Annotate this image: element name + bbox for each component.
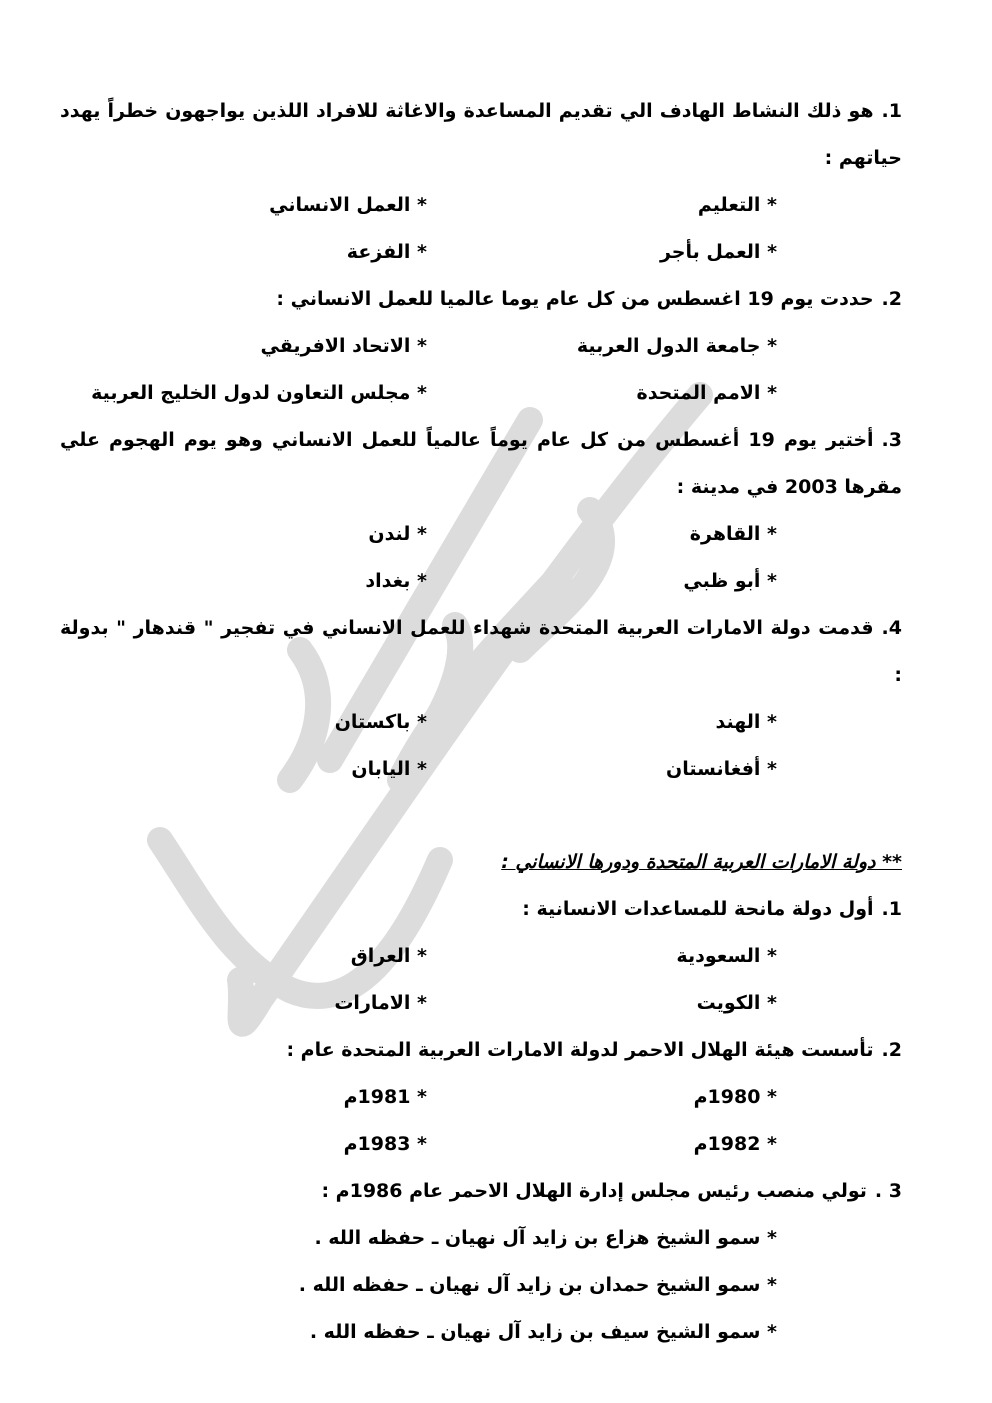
question-text: 3.أختير يوم 19 أغسطس من كل عام يوماً عالمياً للعمل الانساني وهو يوم الهجوم علي مقرها 2003 في مدينة : <box>60 417 902 511</box>
options-grid <box>60 182 902 276</box>
option[interactable]: * أبو ظبي <box>683 570 777 592</box>
option[interactable]: * العراق <box>350 945 427 967</box>
question-text: 1.أول دولة مانحة للمساعدات الانسانية : <box>60 886 902 933</box>
options-grid <box>60 699 902 793</box>
options-grid <box>60 323 902 417</box>
options-grid <box>60 511 902 605</box>
question-text: 2.حددت يوم 19 اغسطس من كل عام يوما عالميا للعمل الانساني : <box>60 276 902 323</box>
question-text: 3 .تولي منصب رئيس مجلس إدارة الهلال الاحمر عام 1986م : <box>60 1168 902 1215</box>
options-grid <box>60 1074 902 1168</box>
option[interactable]: * 1983م <box>343 1133 427 1155</box>
question-4 <box>60 605 902 793</box>
question-text: 4.قدمت دولة الامارات العربية المتحدة شهداء للعمل الانساني في تفجير " قندهار " بدولة : <box>60 605 902 699</box>
option[interactable]: * الامم المتحدة <box>636 382 777 404</box>
question-number: 3. <box>881 429 902 451</box>
option[interactable]: * باكستان <box>334 711 427 733</box>
option[interactable]: * مجلس التعاون لدول الخليج العربية <box>91 382 427 404</box>
option[interactable]: * جامعة الدول العربية <box>576 335 777 357</box>
section-title: ** دولة الامارات العربية المتحدة ودورها الانساني : <box>501 851 902 873</box>
option[interactable]: * الاتحاد الافريقي <box>260 335 427 357</box>
option[interactable]: * بغداد <box>365 570 427 592</box>
option[interactable]: * لندن <box>368 523 427 545</box>
question-number: 3 . <box>874 1180 902 1202</box>
question-number: 1. <box>881 898 902 920</box>
option[interactable]: * اليابان <box>351 758 427 780</box>
option[interactable]: * أفغانستان <box>666 758 777 780</box>
worksheet <box>60 88 902 1356</box>
question-6 <box>60 1027 902 1168</box>
options-grid <box>60 933 902 1027</box>
option[interactable]: * سمو الشيخ هزاع بن زايد آل نهيان ـ حفظه الله . <box>314 1227 777 1249</box>
option[interactable]: * الهند <box>715 711 777 733</box>
question-text: 2.تأسست هيئة الهلال الاحمر لدولة الامارات العربية المتحدة عام : <box>60 1027 902 1074</box>
option[interactable]: * العمل الانساني <box>269 194 427 216</box>
question-3 <box>60 417 902 605</box>
question-2 <box>60 276 902 417</box>
option[interactable]: * القاهرة <box>689 523 777 545</box>
question-number: 2. <box>881 1039 902 1061</box>
option[interactable]: * سمو الشيخ سيف بن زايد آل نهيان ـ حفظه الله . <box>309 1321 777 1343</box>
option[interactable]: * سمو الشيخ حمدان بن زايد آل نهيان ـ حفظه الله . <box>298 1274 777 1296</box>
question-number: 1. <box>881 100 902 122</box>
question-text: 1.هو ذلك النشاط الهادف الي تقديم المساعدة والاغاثة للافراد اللذين يواجهون خطراً يهدد حياتهم : <box>60 88 902 182</box>
question-5 <box>60 886 902 1027</box>
option[interactable]: * الكويت <box>696 992 777 1014</box>
option[interactable]: * التعليم <box>697 194 777 216</box>
option[interactable]: * 1980م <box>693 1086 777 1108</box>
question-7 <box>60 1168 902 1356</box>
question-1 <box>60 88 902 276</box>
spacer <box>60 793 902 839</box>
option[interactable]: * 1982م <box>693 1133 777 1155</box>
option[interactable]: * الامارات <box>334 992 427 1014</box>
option[interactable]: * 1981م <box>343 1086 427 1108</box>
question-number: 2. <box>881 288 902 310</box>
option[interactable]: * العمل بأجر <box>659 241 777 263</box>
question-number: 4. <box>881 617 902 639</box>
option[interactable]: * الفزعة <box>346 241 427 263</box>
option[interactable]: * السعودية <box>676 945 777 967</box>
